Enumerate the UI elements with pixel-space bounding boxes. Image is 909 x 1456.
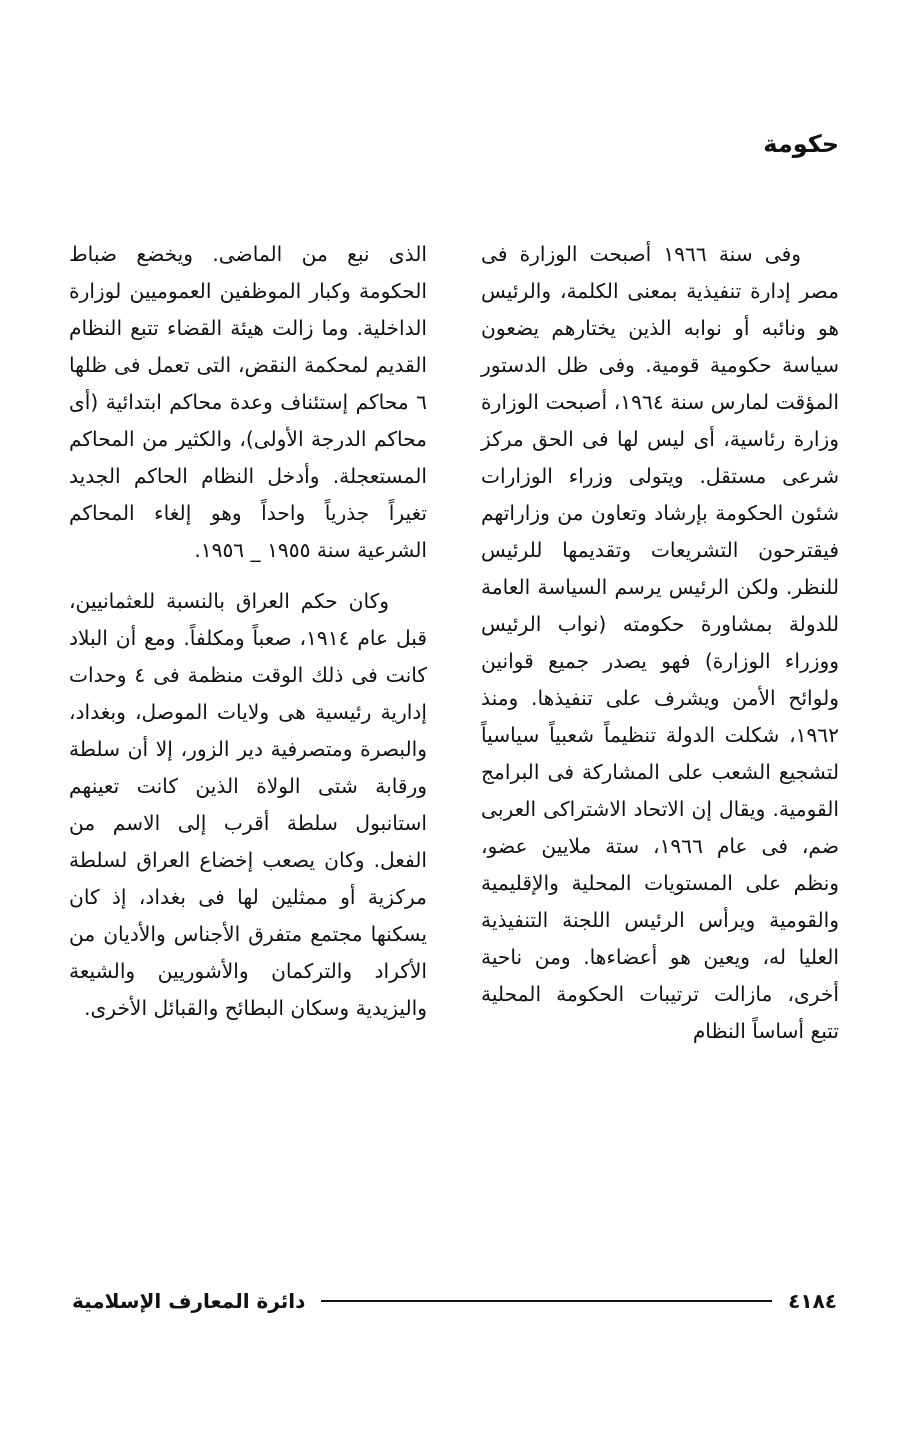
footer-rule xyxy=(321,1300,772,1302)
right-column-paragraph-1: وفى سنة ١٩٦٦ أصبحت الوزارة فى مصر إدارة تنفيذية بمعنى الكلمة، والرئيس هو ونائبه أو نوابه الذين يختارهم يضعون سياسة حكومية قومية. وفى ظل الدستور المؤقت لمارس سنة ١٩٦٤، أصبحت الوزارة وزارة رئاسية، أى ليس لها فى الحق مركز شرعى مستقل. ويتولى وزراء الوزارات شئون الحكومة بإرشاد وتعاون من وزاراتهم فيقترحون التشريعات وتقديمها للرئيس للنظر. ولكن الرئيس يرسم السياسة العامة للدولة بمشاورة حكومته (نواب الرئيس ووزراء الوزارة) فهو يصدر جميع قوانين ولوائح الأمن ويشرف على تنفيذها. ومنذ ١٩٦٢، شكلت الدولة تنظيماً شعبياً سياسياً لتشجيع الشعب على المشاركة فى البرامج القومية. ويقال إن الاتحاد الاشتراكى العربى ضم، فى عام ١٩٦٦، ستة ملايين عضو، ونظم على المستويات المحلية والإقليمية والقومية ويرأس الرئيس اللجنة التنفيذية العليا له، ويعين هو أعضاءها. ومن ناحية أخرى، مازالت ترتيبات الحكومة المحلية تتبع أساساً النظام xyxy=(481,242,840,1043)
running-header-title: حكومة xyxy=(763,130,839,158)
publication-title: دائرة المعارف الإسلامية xyxy=(72,1289,306,1313)
left-column-paragraph-1: الذى نبع من الماضى. ويخضع ضباط الحكومة وكبار الموظفين العموميين لوزارة الداخلية. وما زالت هيئة القضاء تتبع النظام القديم لمحكمة النقض، التى تعمل فى ظلها ٦ محاكم إستئناف وعدة محاكم ابتدائية (أى محاكم الدرجة الأولى)، والكثير من المحاكم المستعجلة. وأدخل النظام الحاكم الجديد تغيراً جذرياً واحداً وهو إلغاء المحاكم الشرعية سنة ١٩٥٥ _ ١٩٥٦. xyxy=(69,242,427,562)
left-column-paragraph-2: وكان حكم العراق بالنسبة للعثمانيين، قبل عام ١٩١٤، صعباً ومكلفاً. ومع أن البلاد كانت فى ذلك الوقت منظمة فى ٤ وحدات إدارية رئيسية هى ولايات الموصل، وبغداد، والبصرة ومتصرفية دير الزور، إلا أن سلطة ورقابة شتى الولاة الذين كانت تعينهم استانبول سلطة أقرب إلى الاسم من الفعل. وكان يصعب إخضاع العراق لسلطة مركزية أو ممثلين لها فى بغداد، إذ كان يسكنها مجتمع متفرق الأجناس والأديان من الأكراد والتركمان والأشوريين والشيعة واليزيدية وسكان البطائح والقبائل الأخرى. xyxy=(69,589,427,1020)
page-number: ٤١٨٤ xyxy=(788,1289,837,1313)
page-footer xyxy=(72,1284,837,1318)
left-text-column xyxy=(69,236,427,1027)
right-text-column xyxy=(481,236,839,1050)
